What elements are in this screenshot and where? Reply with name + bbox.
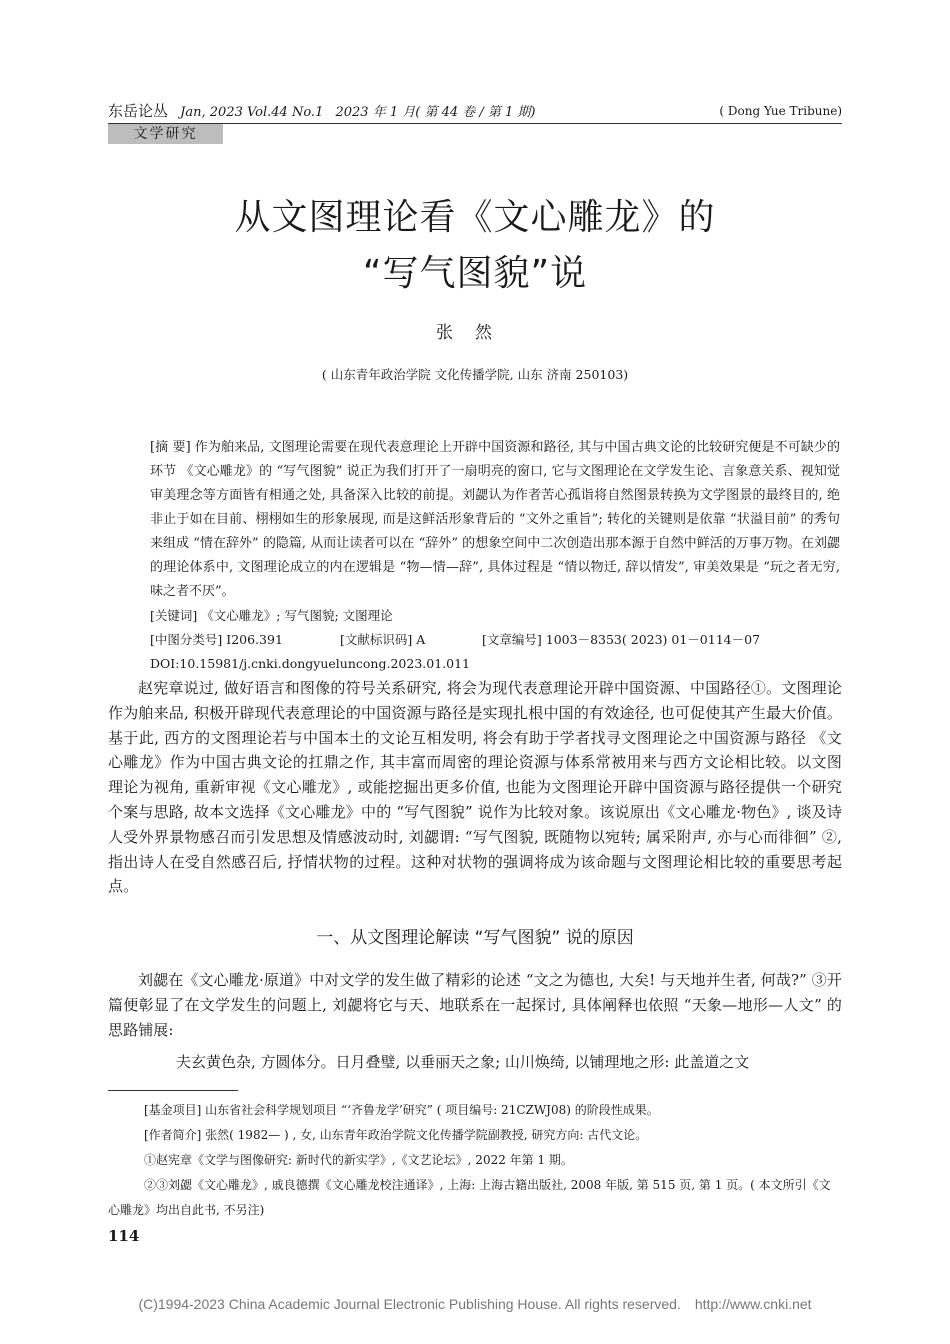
footnote-2: ②③刘勰《文心雕龙》, 戚良德撰《文心雕龙校注通译》, 上海: 上海古籍出版社, 2008 年版, 第 515 页, 第 1 页。( 本文所引《文心雕龙》均出自此书, 不另注) [108,1178,831,1217]
classification-line [150,628,840,652]
author-bio-note: [作者简介] 张然( 1982— ) , 女, 山东青年政治学院文化传播学院副教授, 研究方向: 古代文论。 [144,1128,648,1142]
issue-info-cn: 2023 年 1 月( 第 44 卷 / 第 1 期) [335,105,536,120]
keywords [150,604,840,628]
title-line-1: 从文图理论看《文心雕龙》的 [234,197,716,238]
journal-name: 东岳论丛 [108,102,169,120]
body-intro [108,676,842,899]
issue-info: Jan, 2023 Vol.44 No.1 [180,105,324,120]
clc-label: [中图分类号] [150,632,223,647]
journal-english-name: ( Dong Yue Tribune) [719,104,842,118]
keywords-text: 《文心雕龙》; 写气图貌; 文图理论 [201,608,393,623]
abstract-text: 作为舶来品, 文图理论需要在现代表意理论上开辟中国资源和路径, 其与中国古典文论的比较研究便是不可缺少的环节 《文心雕龙》的 “写气图貌” 说正为我们打开了一扇明亮的窗口, 它与文图理论在文学发生论、言象意关系、视知觉审美理念等方面皆有相通之处, 具备深入比较的前提。刘勰认为作者苦心孤诣将自然图景转换为文学图景的最终目的, 绝非止于如在目前、栩栩如生的形象展现, 而是这鲜活形象背后的 “文外之重旨”; 转化的关键则是依靠 “状溢目前” 的秀句来组成 “情在辞外” 的隐篇, 从而让读者可以在 “辞外” 的想象空间中二次创造出那本源于自然中鲜活的万事万物。在刘勰的理论体系中, 文图理论成立的内在逻辑是 “物—情—辞”, 具体过程是 “情以物迁, 辞以情发”, 审美效果是 “玩之者无穷, 味之者不厌”。 [150,440,841,599]
body-section-1 [108,968,842,1042]
page-number: 114 [108,1227,140,1245]
doc-code-value: A [416,632,426,647]
author-name: 张然 [436,323,514,343]
copyright-footer [0,1296,950,1312]
abstract [150,436,840,604]
article-id-label: [文章编号] [482,632,542,647]
doi: DOI:10.15981/j.cnki.dongyueluncong.2023.01.011 [150,656,470,671]
author-affiliation: ( 山东青年政治学院 文化传播学院, 山东 济南 250103) [321,367,629,382]
running-header [108,100,842,122]
keywords-label: [关键词] [150,608,198,623]
footnote-1: ①赵宪章《文学与图像研究: 新时代的新实学》,《文艺论坛》, 2022 年第 1 期。 [144,1153,573,1167]
body-paragraph: 赵宪章说过, 做好语言和图像的符号关系研究, 将会为现代表意理论开辟中国资源、中国路径①。文图理论作为舶来品, 积极开辟现代表意理论的中国资源与路径是实现扎根中国的有效途径, 也可促使其产生最大价值。基于此, 西方的文图理论若与中国本土的文论互相发明, 将会有助于学者找寻文图理论之中国资源与路径 《文心雕龙》作为中国古典文论的扛鼎之作, 其丰富而周密的理论资源与体系常被用来与西方文论相比较。以文图理论为视角, 重新审视《文心雕龙》, 或能挖掘出更多价值, 也能为文图理论开辟中国资源与路径提供一个研究个案与思路, 故本文选择《文心雕龙》中的 “写气图貌” 说作为比较对象。该说原出《文心雕龙·物色》, 谈及诗人受外界景物感召而引发思想及情感波动时, 刘勰谓: “写气图貌, 既随物以宛转; 属采附声, 亦与心而徘徊” ②, 指出诗人在受自然感召后, 抒情状物的过程。这种对状物的强调将成为该命题与文图理论相比较的重要思考起点。 [108,679,842,896]
fund-note: [基金项目] 山东省社会科学规划项目 “‘齐鲁龙学’研究” ( 项目编号: 21CZWJ08) 的阶段性成果。 [144,1103,659,1117]
cnki-link[interactable]: http://www.cnki.net [694,1296,812,1312]
abstract-label: [摘 要] [150,440,191,455]
article-title [108,190,842,302]
block-quote: 夫玄黄色杂, 方圆体分。日月叠璧, 以垂丽天之象; 山川焕绮, 以铺理地之形: 此盖道之文 [176,1053,750,1071]
article-id-value: 1003－8353( 2023) 01－0114－07 [545,632,761,647]
footnote-rule [108,1090,238,1091]
section-heading: 一、从文图理论解读 “写气图貌” 说的原因 [316,928,634,948]
title-line-2: “写气图貌”说 [362,253,588,294]
section-tag: 文学研究 [108,124,223,144]
doc-code-label: [文献标识码] [340,632,413,647]
footnotes [108,1098,842,1223]
copyright-text: (C)1994-2023 China Academic Journal Electronic Publishing House. All rights reserved. [138,1296,681,1312]
body-paragraph: 刘勰在《文心雕龙·原道》中对文学的发生做了精彩的论述 “文之为德也, 大矣! 与天地并生者, 何哉?” ③开篇便彰显了在文学发生的问题上, 刘勰将它与天、地联系在一起探讨, 具体阐释也依照 “天象—地形—人文” 的思路铺展: [108,971,842,1039]
clc-value: I206.391 [226,632,283,647]
